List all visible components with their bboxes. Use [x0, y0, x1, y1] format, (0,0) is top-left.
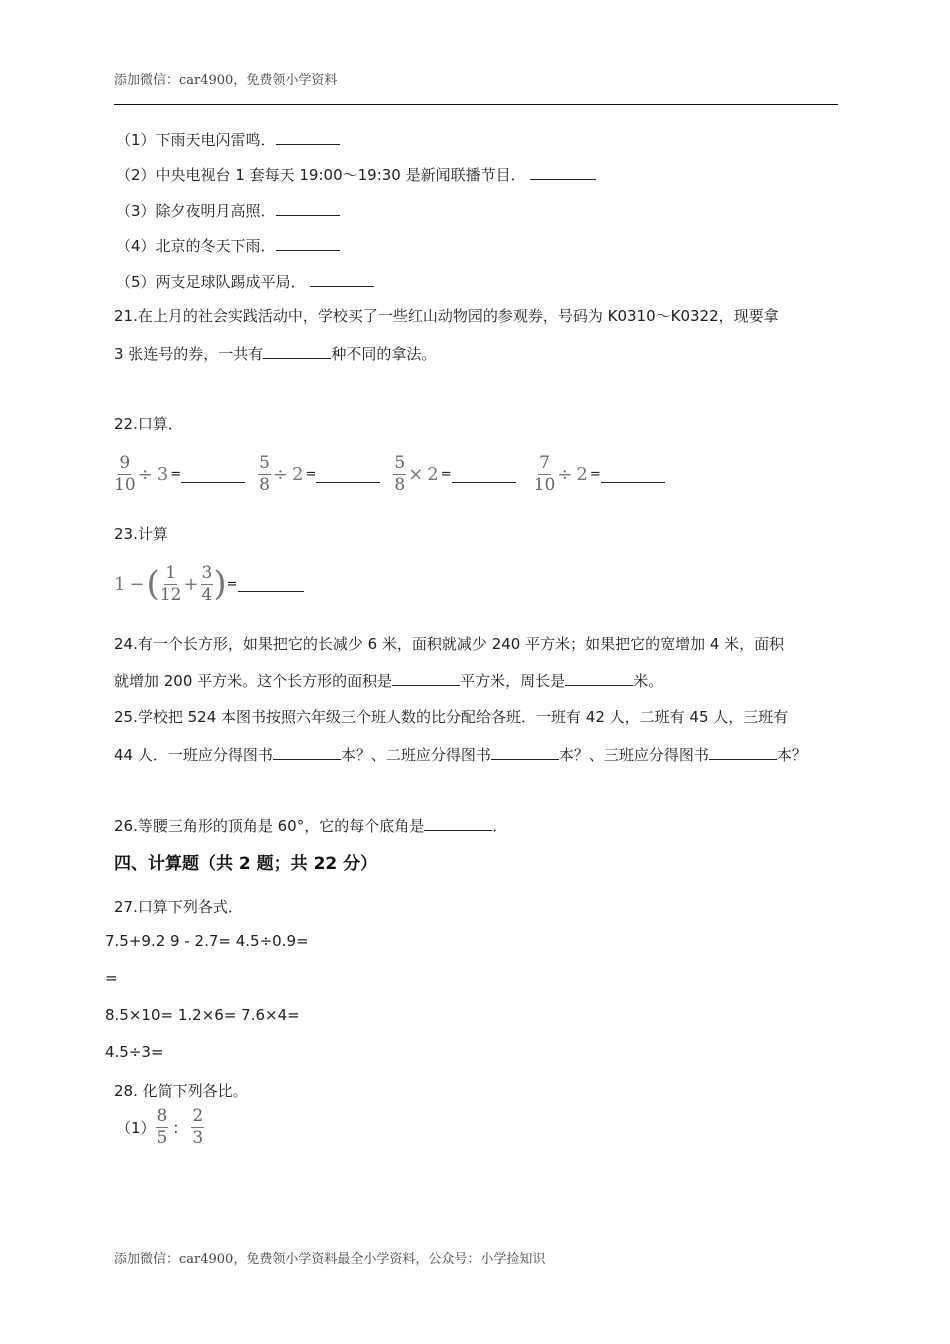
fraction: $\frac{8}{5}$ [156, 1106, 168, 1148]
q27-title: 27.口算下列各式． [114, 898, 243, 916]
q22-title: 22.口算． [114, 415, 183, 433]
answer-blank[interactable] [530, 178, 596, 180]
q20-item-2: （2）中央电视台 1 套每天 19:00～19:30 是新闻联播节目． [116, 164, 596, 185]
answer-blank[interactable] [276, 214, 340, 216]
answer-blank[interactable] [424, 829, 492, 831]
fraction: $\frac{9}{10}$ [114, 453, 136, 495]
page-header: 添加微信：car4900，免费领小学资料 [114, 73, 338, 88]
q22-expr-3: $\frac{5}{8}$ × 2 = [393, 455, 515, 494]
answer-blank[interactable] [238, 590, 304, 592]
q22-expr-2: $\frac{5}{8}$ ÷ 2 = [258, 455, 380, 494]
answer-blank[interactable] [491, 758, 559, 760]
answer-blank[interactable] [601, 481, 665, 483]
q24-line-2: 就增加 200 平方米。这个长方形的面积是 平方米，周长是 米。 [114, 672, 664, 690]
q21-line-1: 21.在上月的社会实践活动中，学校买了一些红山动物园的参观券，号码为 K0310～K0322，现要拿 [114, 307, 779, 325]
page-footer: 添加微信：car4900，免费领小学资料最全小学资料，公众号：小学捡知识 [114, 1252, 546, 1267]
fraction: $\frac{5}{8}$ [259, 453, 270, 495]
q22-expr-1: $\frac{9}{10}$ ÷ 3 = [114, 455, 245, 494]
q22-expr-4: $\frac{7}{10}$ ÷ 2 = [534, 455, 665, 494]
answer-blank[interactable] [392, 684, 460, 686]
fraction: $\frac{2}{3}$ [192, 1106, 204, 1148]
q27-row-1: 7.5+9.2 9 - 2.7= 4.5÷0.9= [105, 932, 309, 950]
q28-title: 28. 化简下列各比。 [114, 1082, 248, 1100]
q20-item-1: （1）下雨天电闪雷鸣． [116, 129, 340, 150]
q24-line-1: 24.有一个长方形，如果把它的长减少 6 米，面积就减少 240 平方米；如果把它的宽增加 4 米，面积 [114, 635, 785, 653]
q23-title: 23.计算 [114, 525, 168, 543]
q23-expression: 1 − ( $\frac{1}{12}$ + $\frac{3}{4}$ ) = [112, 564, 304, 604]
q27-row-4: 4.5÷3= [105, 1043, 164, 1061]
fraction: $\frac{5}{8}$ [394, 453, 406, 495]
section-heading: 四、计算题（共 2 题；共 22 分） [114, 854, 378, 874]
header-divider [114, 104, 838, 105]
fraction: $\frac{3}{4}$ [201, 562, 213, 605]
answer-blank[interactable] [276, 143, 340, 145]
q25-line-1: 25.学校把 524 本图书按照六年级三个班人数的比分配给各班．一班有 42 人，二班有 45 人，三班有 [114, 708, 789, 726]
q26-line: 26.等腰三角形的顶角是 60°，它的每个底角是 ． [114, 817, 508, 835]
answer-blank[interactable] [316, 481, 380, 483]
q20-item-3: （3）除夕夜明月高照． [116, 200, 340, 221]
q20-item-4: （4）北京的冬天下雨． [116, 235, 340, 256]
answer-blank[interactable] [310, 285, 374, 287]
answer-blank[interactable] [273, 758, 341, 760]
answer-blank[interactable] [276, 249, 340, 251]
q20-item-5: （5）两支足球队踢成平局． [116, 271, 374, 292]
answer-blank[interactable] [565, 684, 633, 686]
q22-expressions [114, 455, 665, 494]
fraction: $\frac{1}{12}$ [159, 562, 182, 605]
q25-line-2: 44 人．一班应分得图书 本？、二班应分得图书 本？、三班应分得图书 本？ [114, 746, 807, 764]
answer-blank[interactable] [181, 481, 245, 483]
answer-blank[interactable] [709, 758, 777, 760]
fraction: $\frac{7}{10}$ [533, 453, 556, 495]
q28-item-1: （1） $\frac{8}{5}$ ： $\frac{2}{3}$ [116, 1106, 204, 1148]
q27-row-2: = [105, 969, 118, 987]
answer-blank[interactable] [452, 481, 516, 483]
q21-line-2: 3 张连号的券，一共有 种不同的拿法。 [114, 345, 437, 363]
q27-row-3: 8.5×10= 1.2×6= 7.6×4= [105, 1006, 300, 1024]
answer-blank[interactable] [263, 357, 331, 359]
